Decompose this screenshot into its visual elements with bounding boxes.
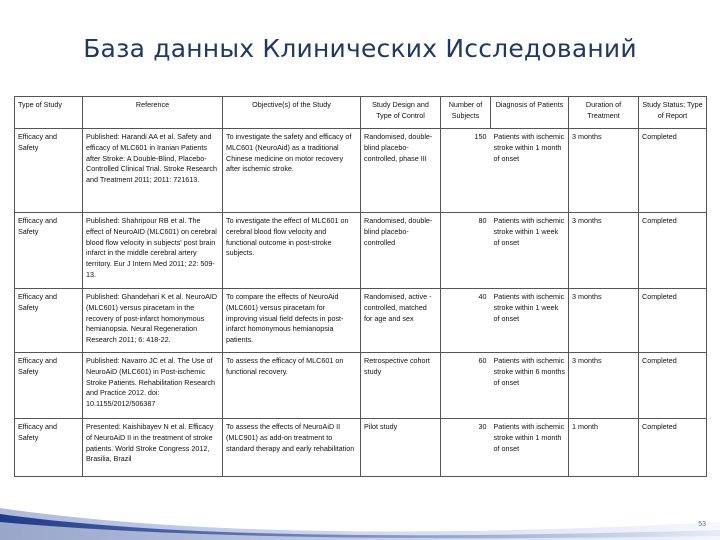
table-row: [15, 289, 707, 353]
cell-status: Completed: [639, 353, 707, 419]
table-row: [15, 353, 707, 419]
cell-duration: 1 month: [569, 419, 639, 477]
cell-objective: To assess the efficacy of MLC601 on functional recovery.: [223, 353, 361, 419]
cell-objective: To compare the effects of NeuroAid (MLC601) versus piracetam for improving visual field defects in post-infarct homonymous hemianopsia patients.: [223, 289, 361, 353]
footer-wave-graphic: [0, 500, 720, 540]
cell-subjects: 40: [441, 289, 491, 353]
studies-table: [14, 96, 707, 477]
col-header-status: Study Status; Type of Report: [639, 97, 707, 129]
cell-reference: Published: Harandi AA et al. Safety and efficacy of MLC601 in Iranian Patients after Stroke: A Double-Blind, Placebo-Controlled Clinical Trial. Stroke Research and Treatment 2011; 2011: 721613.: [83, 129, 223, 213]
cell-subjects: 80: [441, 213, 491, 289]
footer-wave: [0, 500, 720, 540]
col-header-type: Type of Study: [15, 97, 83, 129]
cell-status: Completed: [639, 213, 707, 289]
cell-subjects: 30: [441, 419, 491, 477]
cell-duration: 3 months: [569, 289, 639, 353]
cell-type: Efficacy and Safety: [15, 289, 83, 353]
cell-duration: 3 months: [569, 353, 639, 419]
cell-reference: Presented: Kaishibayev N et al. Efficacy of NeuroAiD II in the treatment of stroke patients. World Stroke Congress 2012, Brasilia, Brazil: [83, 419, 223, 477]
cell-diagnosis: Patients with ischemic stroke within 6 months of onset: [491, 353, 569, 419]
cell-status: Completed: [639, 419, 707, 477]
cell-status: Completed: [639, 289, 707, 353]
cell-design: Pilot study: [361, 419, 441, 477]
cell-design: Randomised, active -controlled, matched for age and sex: [361, 289, 441, 353]
cell-reference: Published: Shahripour RB et al. The effect of NeuroAID (MLC601) on cerebral blood flow velocity in subjects' post brain infarct in the middle cerebral artery territory. Eur J Intern Med 2011; 22: 509-13.: [83, 213, 223, 289]
slide-title: База данных Клинических Исследований: [83, 34, 637, 63]
cell-subjects: 150: [441, 129, 491, 213]
cell-design: Randomised, double-blind placebo-controlled, phase III: [361, 129, 441, 213]
cell-reference: Published: Ghandehari K et al. NeuroAID (MLC601) versus piracetam in the recovery of post-infarct homonymous hemianopsia. Neural Regeneration Research 2011; 6: 418-22.: [83, 289, 223, 353]
cell-objective: To assess the effects of NeuroAiD II (MLC901) as add-on treatment to standard therapy and early rehabilitation: [223, 419, 361, 477]
table-row: [15, 129, 707, 213]
cell-type: Efficacy and Safety: [15, 353, 83, 419]
cell-diagnosis: Patients with ischemic stroke within 1 week of onset: [491, 213, 569, 289]
cell-status: Completed: [639, 129, 707, 213]
col-header-reference: Reference: [83, 97, 223, 129]
page-number: 53: [698, 521, 706, 528]
cell-objective: To investigate the effect of MLC601 on cerebral blood flow velocity and functional outcome in post-stroke subjects.: [223, 213, 361, 289]
col-header-subjects: Number of Subjects: [441, 97, 491, 129]
cell-diagnosis: Patients with ischemic stroke within 1 month of onset: [491, 419, 569, 477]
table-row: [15, 213, 707, 289]
cell-diagnosis: Patients with ischemic stroke within 1 month of onset: [491, 129, 569, 213]
col-header-design: Study Design and Type of Control: [361, 97, 441, 129]
cell-type: Efficacy and Safety: [15, 129, 83, 213]
cell-type: Efficacy and Safety: [15, 213, 83, 289]
cell-duration: 3 months: [569, 213, 639, 289]
cell-design: Randomised, double-blind placebo-controlled: [361, 213, 441, 289]
cell-diagnosis: Patients with ischemic stroke within 1 week of onset: [491, 289, 569, 353]
col-header-duration: Duration of Treatment: [569, 97, 639, 129]
col-header-objective: Objective(s) of the Study: [223, 97, 361, 129]
cell-subjects: 60: [441, 353, 491, 419]
table-row: [15, 419, 707, 477]
cell-objective: To investigate the safety and efficacy of MLC601 (NeuroAid) as a traditional Chinese medicine on motor recovery after ischemic stroke.: [223, 129, 361, 213]
cell-reference: Published: Navarro JC et al. The Use of NeuroAiD (MLC601) in Post-ischemic Stroke Patients. Rehabilitation Research and Practice 2012. doi: 10.1155/2012/506387: [83, 353, 223, 419]
header-row: [15, 97, 707, 129]
cell-design: Retrospective cohort study: [361, 353, 441, 419]
col-header-diagnosis: Diagnosis of Patients: [491, 97, 569, 129]
cell-duration: 3 months: [569, 129, 639, 213]
cell-type: Efficacy and Safety: [15, 419, 83, 477]
